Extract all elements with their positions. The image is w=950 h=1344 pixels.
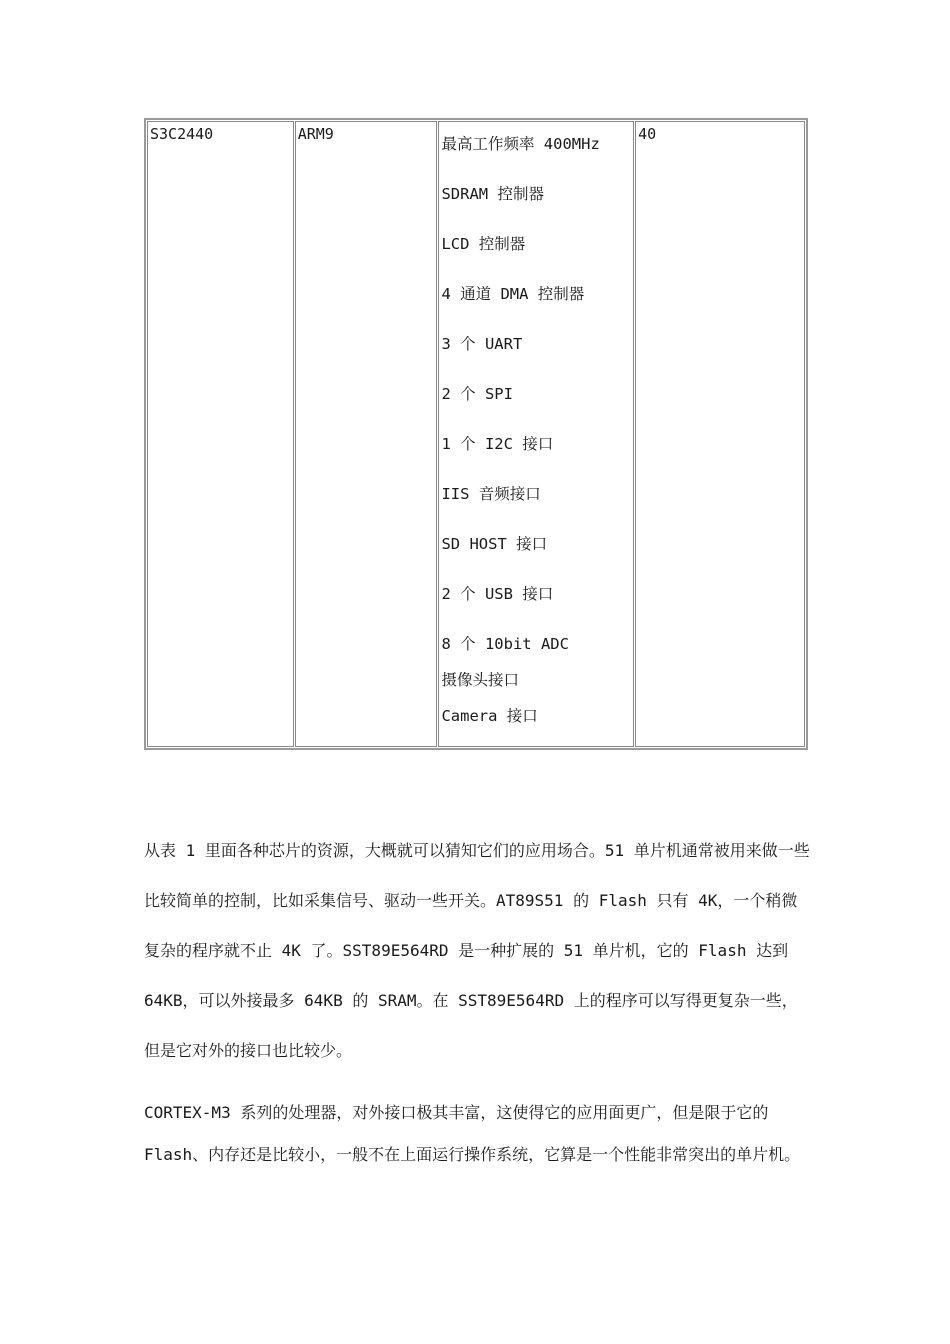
price-cell: 40 — [635, 121, 805, 747]
resource-item: 4 通道 DMA 控制器 — [441, 285, 585, 303]
resource-item: 最高工作频率 400MHz — [441, 135, 600, 153]
body-paragraph-application: 从表 1 里面各种芯片的资源，大概就可以猜知它们的应用场合。51 单片机通常被用来做一些比较简单的控制，比如采集信号、驱动一些开关。AT89S51 的 Flash 只有 4K，一个稍微复杂的程序就不止 4K 了。SST89E564RD 是一种扩展的 51 单片机，它的 Flash 达到 64KB，可以外接最多 64KB 的 SRAM。在 SST89E564RD 上的程序可以写得更复杂一些，但是它对外的接口也比较少。 — [144, 841, 810, 1060]
table-row — [147, 121, 805, 747]
resource-item: 2 个 USB 接口 — [441, 585, 554, 603]
resource-item: SDRAM 控制器 — [441, 185, 544, 203]
body-paragraph-cortex-m3: CORTEX-M3 系列的处理器，对外接口极其丰富，这使得它的应用面更广，但是限于它的 Flash、内存还是比较小，一般不在上面运行操作系统，它算是一个性能非常突出的单片机。 — [144, 1103, 801, 1164]
resource-item: 摄像头接口 — [441, 671, 519, 689]
chip-name-cell: S3C2440 — [147, 121, 294, 747]
resource-item: 2 个 SPI — [441, 385, 513, 403]
core-cell: ARM9 — [295, 121, 438, 747]
chip-spec-table — [144, 118, 808, 750]
resource-item: 1 个 I2C 接口 — [441, 435, 554, 453]
resource-item: 8 个 10bit ADC — [441, 635, 569, 653]
resource-item: LCD 控制器 — [441, 235, 526, 253]
resource-item: SD HOST 接口 — [441, 535, 548, 553]
resource-item: IIS 音频接口 — [441, 485, 541, 503]
resource-item: 3 个 UART — [441, 335, 523, 353]
resources-cell — [438, 121, 634, 747]
resource-item: Camera 接口 — [441, 707, 538, 725]
